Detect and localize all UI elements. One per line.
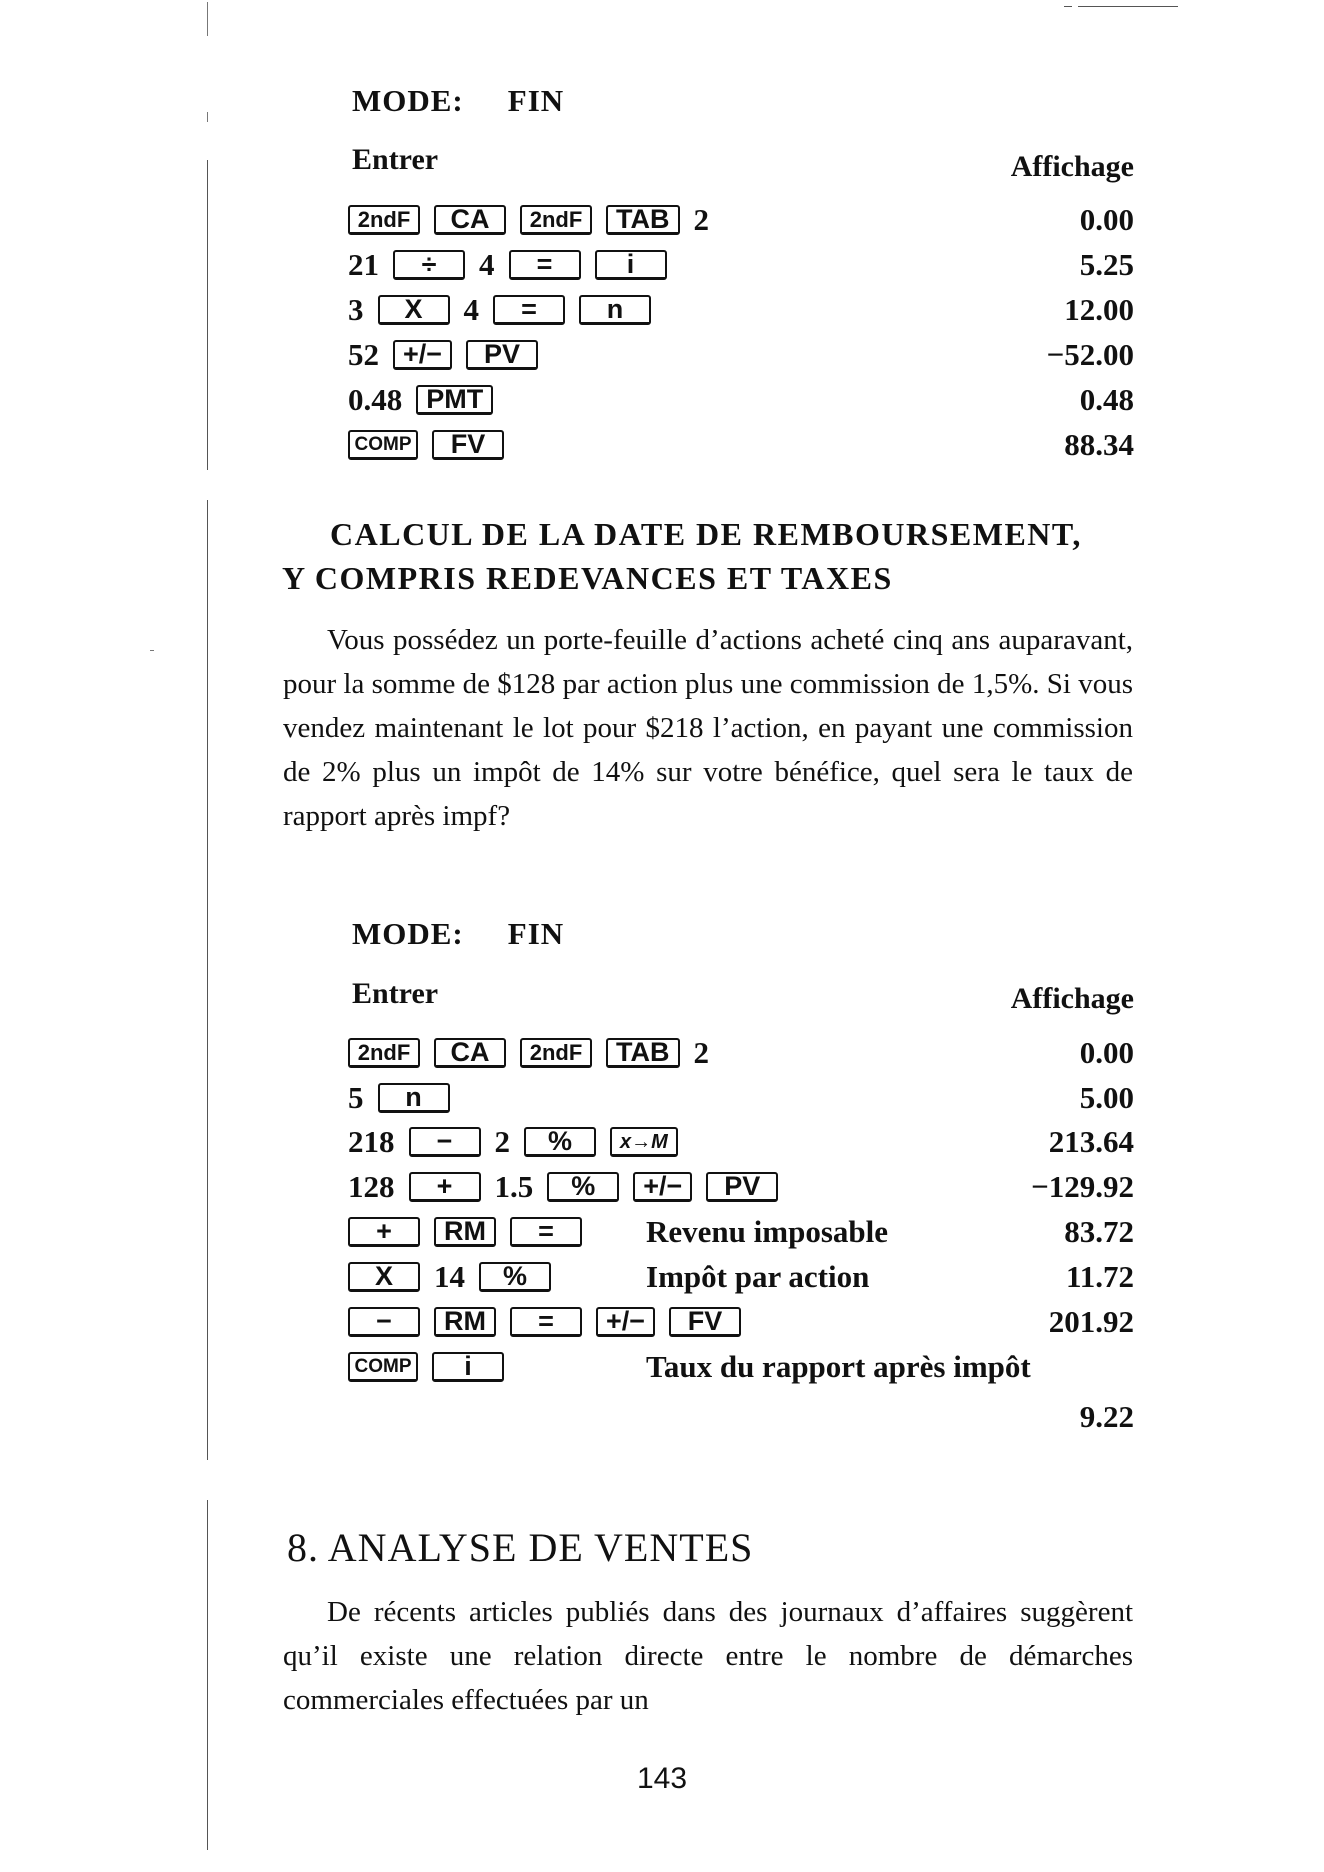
keystroke-row: [348, 1167, 1134, 1207]
key-change-sign[interactable]: +/−: [393, 340, 452, 370]
key-minus[interactable]: −: [348, 1307, 420, 1337]
key-plus[interactable]: +: [409, 1172, 481, 1202]
entry-number: 3: [348, 292, 364, 327]
display-value: 11.72: [1065, 1259, 1134, 1294]
entry-number: 1.5: [494, 1169, 534, 1204]
entry-number: 4: [463, 292, 479, 327]
column-header-enter: Entrer: [352, 143, 439, 176]
display-value: 5.25: [1079, 247, 1134, 282]
keystroke-row: [348, 1302, 1134, 1342]
entry-number: 21: [348, 247, 379, 282]
entry-number: 128: [348, 1169, 395, 1204]
key-equals[interactable]: =: [493, 295, 565, 325]
key-x-to-memory[interactable]: x→M: [610, 1127, 678, 1157]
step-description: Impôt par action: [646, 1259, 870, 1294]
entry-number: 4: [479, 247, 495, 282]
entry-number: 2: [693, 202, 709, 237]
keystroke-row: [348, 245, 1134, 285]
mode-line: [352, 916, 564, 952]
display-value: 88.34: [1064, 427, 1134, 462]
key-plus[interactable]: +: [348, 1217, 420, 1247]
margin-line: [207, 1500, 208, 1850]
mode-value: FIN: [507, 916, 565, 951]
key-multiply[interactable]: X: [378, 295, 450, 325]
key-comp[interactable]: COMP: [348, 430, 418, 460]
margin-mark: [207, 112, 208, 122]
key-equals[interactable]: =: [510, 1307, 582, 1337]
keystroke-row: [348, 1212, 1134, 1252]
key-pmt[interactable]: PMT: [416, 385, 493, 415]
keystroke-row: [348, 1122, 1134, 1162]
key-pv[interactable]: PV: [466, 340, 538, 370]
step-description: Taux du rapport après impôt: [646, 1349, 1031, 1384]
key-equals[interactable]: =: [510, 1217, 582, 1247]
key-n[interactable]: n: [579, 295, 651, 325]
key-comp[interactable]: COMP: [348, 1352, 418, 1382]
key-2ndf[interactable]: 2ndF: [348, 1038, 420, 1068]
column-header-display: Affichage: [1010, 150, 1134, 183]
section-title-line: CALCUL DE LA DATE DE REMBOURSEMENT,: [330, 516, 1082, 552]
key-tab[interactable]: TAB: [606, 1038, 680, 1068]
margin-line: [207, 500, 208, 1460]
key-fv[interactable]: FV: [669, 1307, 741, 1337]
key-tab[interactable]: TAB: [606, 205, 680, 235]
column-header-display: Affichage: [1010, 982, 1134, 1015]
key-pv[interactable]: PV: [706, 1172, 778, 1202]
key-divide[interactable]: ÷: [393, 250, 465, 280]
intro-paragraph: [283, 1590, 1133, 1722]
keystroke-row: [348, 335, 1134, 375]
key-percent[interactable]: %: [547, 1172, 619, 1202]
display-value: 201.92: [1048, 1304, 1134, 1339]
key-n[interactable]: n: [378, 1083, 450, 1113]
column-header-enter: Entrer: [352, 977, 439, 1010]
entry-number: 2: [494, 1124, 510, 1159]
display-value: 213.64: [1048, 1124, 1134, 1159]
paragraph-text: De récents articles publiés dans des journaux d’affaires suggèrent qu’il existe une relation directe entre le nombre de démarches commerciales effectuées par un: [283, 1596, 1133, 1716]
keystroke-row: [348, 1033, 1134, 1073]
display-value: 5.00: [1079, 1080, 1134, 1115]
keystroke-row: [348, 1257, 1134, 1297]
page-number: 143: [636, 1762, 688, 1795]
keystroke-row: [348, 425, 1134, 465]
section-title: [283, 512, 1134, 556]
header-rule: [1078, 6, 1178, 7]
keystroke-row: [348, 1078, 1134, 1118]
keystroke-row: [348, 1347, 1134, 1387]
key-2ndf[interactable]: 2ndF: [520, 1038, 592, 1068]
step-description: Revenu imposable: [646, 1214, 888, 1249]
mode-label: MODE:: [352, 83, 464, 118]
key-fv[interactable]: FV: [432, 430, 504, 460]
display-value: 83.72: [1064, 1214, 1134, 1249]
mode-label: MODE:: [352, 916, 464, 951]
header-rule: [1064, 6, 1072, 7]
mode-line: [352, 83, 564, 119]
display-value: −129.92: [1031, 1169, 1134, 1204]
entry-number: 52: [348, 337, 379, 372]
margin-mark: [150, 650, 154, 651]
key-percent[interactable]: %: [479, 1262, 551, 1292]
section-title: [283, 556, 1134, 600]
margin-mark: [207, 2, 208, 36]
display-value: 0.48: [1079, 382, 1134, 417]
display-value: 12.00: [1064, 292, 1134, 327]
display-value: 0.00: [1079, 1035, 1134, 1070]
keystroke-row: [348, 290, 1134, 330]
key-multiply[interactable]: X: [348, 1262, 420, 1292]
key-rm[interactable]: RM: [434, 1217, 496, 1247]
key-rm[interactable]: RM: [434, 1307, 496, 1337]
key-ca[interactable]: CA: [434, 1038, 506, 1068]
keystroke-row: [348, 380, 1134, 420]
entry-number: 14: [434, 1259, 465, 1294]
entry-number: 5: [348, 1080, 364, 1115]
paragraph-text: Vous possédez un porte-feuille d’actions acheté cinq ans auparavant, pour la somme de $128 par action plus une commission de 1,5%. Si vous vendez maintenant le lot pour $218 l’action, en payant une commission de 2% plus un impôt de 14% sur votre bénéfice, quel sera le taux de rapport après impf?: [283, 624, 1133, 832]
key-ca[interactable]: CA: [434, 205, 506, 235]
keystroke-row: [348, 1397, 1134, 1437]
key-i[interactable]: i: [595, 250, 667, 280]
keystroke-row: [348, 200, 1134, 240]
key-change-sign[interactable]: +/−: [596, 1307, 655, 1337]
mode-value: FIN: [507, 83, 565, 118]
key-equals[interactable]: =: [509, 250, 581, 280]
display-value: 9.22: [1079, 1399, 1134, 1434]
margin-line: [207, 160, 208, 470]
key-change-sign[interactable]: +/−: [633, 1172, 692, 1202]
display-value: −52.00: [1046, 337, 1134, 372]
key-i[interactable]: i: [432, 1352, 504, 1382]
entry-number: 0.48: [348, 382, 403, 417]
key-2ndf[interactable]: 2ndF: [520, 205, 592, 235]
key-percent[interactable]: %: [524, 1127, 596, 1157]
key-minus[interactable]: −: [409, 1127, 481, 1157]
problem-paragraph: [283, 618, 1133, 838]
display-value: 0.00: [1079, 202, 1134, 237]
chapter-title: 8. ANALYSE DE VENTES: [287, 1525, 754, 1570]
section-title-line: Y COMPRIS REDEVANCES ET TAXES: [282, 560, 893, 596]
entry-number: 218: [348, 1124, 395, 1159]
entry-number: 2: [693, 1035, 709, 1070]
key-2ndf[interactable]: 2ndF: [348, 205, 420, 235]
